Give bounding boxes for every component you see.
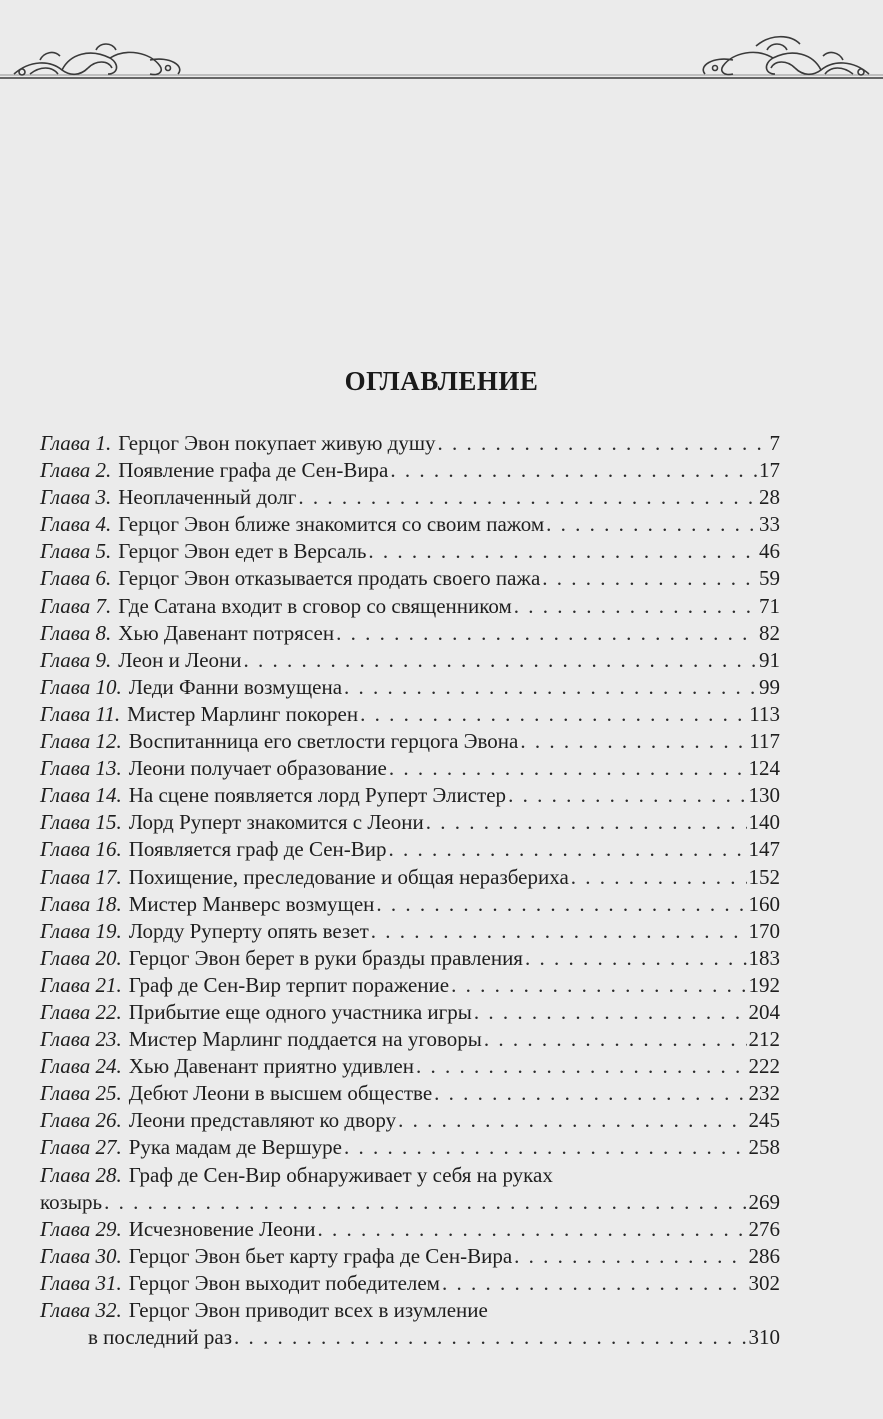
chapter-label: Глава 5.	[40, 539, 112, 564]
dot-leader	[514, 1243, 746, 1270]
page-number: 232	[748, 1081, 780, 1106]
dot-leader	[234, 1324, 746, 1351]
chapter-label: Глава 8.	[40, 620, 112, 645]
page-number: 33	[759, 512, 780, 537]
chapter-label: Глава 20.	[40, 945, 122, 970]
page-number: 46	[759, 539, 780, 564]
toc-entry	[40, 728, 780, 755]
toc-entry	[40, 1026, 780, 1053]
page-number: 152	[748, 864, 780, 889]
chapter-label: Глава 11.	[40, 701, 121, 726]
page-number: 7	[769, 431, 780, 455]
chapter-title: Хью Давенант приятно удивлен	[128, 1054, 414, 1079]
chapter-title: Прибытие еще одного участника игры	[128, 999, 472, 1024]
page-number: 28	[759, 485, 780, 510]
page-number: 258	[748, 1135, 780, 1160]
dot-leader	[438, 430, 768, 457]
chapter-title: Граф де Сен-Вир терпит поражение	[128, 972, 450, 997]
page-number: 192	[748, 972, 780, 997]
toc-entry	[40, 1243, 780, 1270]
chapter-title: Дебют Леони в высшем обществе	[128, 1081, 433, 1106]
dot-leader	[398, 1107, 746, 1134]
toc-entry	[40, 782, 780, 809]
dot-leader	[451, 972, 746, 999]
chapter-label: Глава 2.	[40, 458, 112, 483]
toc-entry	[40, 755, 780, 782]
toc-entry	[40, 620, 780, 647]
chapter-label: Глава 3.	[40, 485, 112, 510]
page-number: 204	[748, 999, 780, 1024]
page-number: 269	[748, 1189, 780, 1214]
chapter-title: Герцог Эвон приводит всех в изумление	[128, 1298, 488, 1322]
chapter-title: Леди Фанни возмущена	[128, 674, 343, 699]
toc-entry	[40, 1053, 780, 1080]
chapter-label: Глава 9.	[40, 647, 112, 672]
chapter-label: Глава 25.	[40, 1081, 122, 1106]
chapter-label: Глава 28.	[40, 1162, 122, 1187]
page-title: ОГЛАВЛЕНИЕ	[344, 366, 539, 396]
dot-leader	[371, 918, 747, 945]
page-number: 170	[748, 918, 780, 943]
chapter-title: Рука мадам де Вершуре	[128, 1135, 342, 1160]
chapter-title: Хью Давенант потрясен	[118, 620, 335, 645]
dot-leader	[416, 1053, 747, 1080]
dot-leader	[542, 565, 757, 592]
chapter-title: На сцене появляется лорд Руперт Элистер	[128, 783, 507, 808]
chapter-label: Глава 32.	[40, 1298, 122, 1322]
chapter-label: Глава 1.	[40, 431, 112, 455]
chapter-label: Глава 12.	[40, 729, 122, 754]
chapter-title: Где Сатана входит в сговор со священником	[118, 593, 512, 618]
page-number: 276	[748, 1216, 780, 1241]
table-of-contents	[40, 430, 780, 1351]
toc-entry	[40, 999, 780, 1026]
page-number: 124	[748, 756, 780, 781]
toc-entry	[40, 1107, 780, 1134]
dot-leader	[546, 511, 757, 538]
chapter-label: Глава 13.	[40, 756, 122, 781]
toc-entry	[40, 701, 780, 728]
page-number: 222	[748, 1054, 780, 1079]
toc-entry	[40, 972, 780, 999]
toc-entry	[40, 918, 780, 945]
chapter-label: Глава 19.	[40, 918, 122, 943]
dot-leader	[525, 945, 747, 972]
toc-entry	[40, 891, 780, 918]
chapter-label: Глава 24.	[40, 1054, 122, 1079]
page-number: 212	[748, 1027, 780, 1052]
toc-entry	[40, 430, 780, 457]
chapter-title: Мистер Марлинг покорен	[127, 701, 359, 726]
toc-entry	[40, 864, 780, 891]
chapter-label: Глава 10.	[40, 674, 122, 699]
dot-leader	[298, 484, 757, 511]
toc-entry	[40, 1162, 780, 1216]
chapter-title: Появляется граф де Сен-Вир	[128, 837, 387, 862]
toc-entry	[40, 1080, 780, 1107]
chapter-title: Лорд Руперт знакомится с Леони	[128, 810, 424, 835]
dot-leader	[344, 1134, 747, 1161]
toc-entry	[40, 484, 780, 511]
dot-leader	[318, 1216, 747, 1243]
chapter-title: Герцог Эвон выходит победителем	[128, 1270, 440, 1295]
chapter-label: Глава 30.	[40, 1243, 122, 1268]
page-number: 245	[748, 1108, 780, 1133]
floral-vine-ornament-icon	[0, 30, 883, 100]
toc-entry	[40, 1216, 780, 1243]
chapter-title: Мистер Марлинг поддается на уговоры	[128, 1027, 482, 1052]
dot-leader	[390, 457, 757, 484]
chapter-label: Глава 21.	[40, 972, 122, 997]
page-number: 71	[759, 593, 780, 618]
page-number: 99	[759, 674, 780, 699]
chapter-title: Леони получает образование	[128, 756, 387, 781]
dot-leader	[368, 538, 757, 565]
page-number: 140	[748, 810, 780, 835]
dot-leader	[426, 809, 747, 836]
chapter-title-continued: козырь	[40, 1189, 103, 1214]
chapter-label: Глава 18.	[40, 891, 122, 916]
toc-entry	[40, 945, 780, 972]
toc-entry	[40, 674, 780, 701]
dot-leader	[484, 1026, 747, 1053]
chapter-label: Глава 31.	[40, 1270, 122, 1295]
chapter-title: Лорду Руперту опять везет	[128, 918, 369, 943]
chapter-label: Глава 4.	[40, 512, 112, 537]
page-number: 147	[748, 837, 780, 862]
chapter-title: Герцог Эвон едет в Версаль	[118, 539, 367, 564]
chapter-label: Глава 6.	[40, 566, 112, 591]
dot-leader	[474, 999, 747, 1026]
dot-leader	[344, 674, 757, 701]
dot-leader	[389, 836, 747, 863]
chapter-title-continued: в последний раз	[88, 1325, 233, 1350]
chapter-title: Похищение, преследование и общая неразбериха	[128, 864, 569, 889]
chapter-label: Глава 27.	[40, 1135, 122, 1160]
dot-leader	[336, 620, 757, 647]
page-number: 130	[748, 783, 780, 808]
toc-entry	[40, 457, 780, 484]
chapter-title: Герцог Эвон бьет карту графа де Сен-Вира	[128, 1243, 513, 1268]
chapter-title: Герцог Эвон берет в руки бразды правления	[128, 945, 523, 970]
chapter-label: Глава 22.	[40, 999, 122, 1024]
chapter-title: Воспитанница его светлости герцога Эвона	[128, 729, 519, 754]
toc-entry	[40, 538, 780, 565]
chapter-title: Герцог Эвон отказывается продать своего пажа	[118, 566, 541, 591]
toc-entry	[40, 809, 780, 836]
toc-entry	[40, 1297, 780, 1351]
chapter-label: Глава 16.	[40, 837, 122, 862]
chapter-title: Герцог Эвон ближе знакомится со своим пажом	[118, 512, 545, 537]
chapter-title: Леон и Леони	[118, 647, 242, 672]
dot-leader	[571, 864, 747, 891]
page-number: 91	[759, 647, 780, 672]
page-number: 302	[748, 1270, 780, 1295]
toc-entry	[40, 1134, 780, 1161]
dot-leader	[442, 1270, 747, 1297]
dot-leader	[376, 891, 746, 918]
dot-leader	[520, 728, 747, 755]
chapter-label: Глава 26.	[40, 1108, 122, 1133]
dot-leader	[104, 1189, 746, 1216]
page-number: 117	[749, 729, 780, 754]
chapter-label: Глава 7.	[40, 593, 112, 618]
dot-leader	[244, 647, 757, 674]
chapter-label: Глава 15.	[40, 810, 122, 835]
page-number: 59	[759, 566, 780, 591]
dot-leader	[360, 701, 747, 728]
chapter-title: Граф де Сен-Вир обнаруживает у себя на руках	[128, 1162, 553, 1187]
page-number: 310	[748, 1325, 780, 1350]
toc-entry	[40, 647, 780, 674]
chapter-title: Герцог Эвон покупает живую душу	[118, 431, 436, 455]
chapter-label: Глава 29.	[40, 1216, 122, 1241]
chapter-label: Глава 23.	[40, 1027, 122, 1052]
toc-entry	[40, 565, 780, 592]
chapter-title: Леони представляют ко двору	[128, 1108, 397, 1133]
toc-entry	[40, 836, 780, 863]
chapter-label: Глава 14.	[40, 783, 122, 808]
toc-entry	[40, 1270, 780, 1297]
chapter-title: Появление графа де Сен-Вира	[118, 458, 389, 483]
page-number: 113	[749, 701, 780, 726]
dot-leader	[434, 1080, 746, 1107]
page-number: 17	[759, 458, 780, 483]
page-number: 183	[748, 945, 780, 970]
toc-entry	[40, 593, 780, 620]
dot-leader	[514, 593, 757, 620]
dot-leader	[389, 755, 747, 782]
chapter-title: Исчезновение Леони	[128, 1216, 316, 1241]
toc-entry	[40, 511, 780, 538]
page-number: 82	[759, 620, 780, 645]
page-number: 160	[748, 891, 780, 916]
chapter-title: Мистер Манверс возмущен	[128, 891, 375, 916]
dot-leader	[508, 782, 746, 809]
page-number: 286	[748, 1243, 780, 1268]
chapter-title: Неоплаченный долг	[118, 485, 297, 510]
chapter-label: Глава 17.	[40, 864, 122, 889]
